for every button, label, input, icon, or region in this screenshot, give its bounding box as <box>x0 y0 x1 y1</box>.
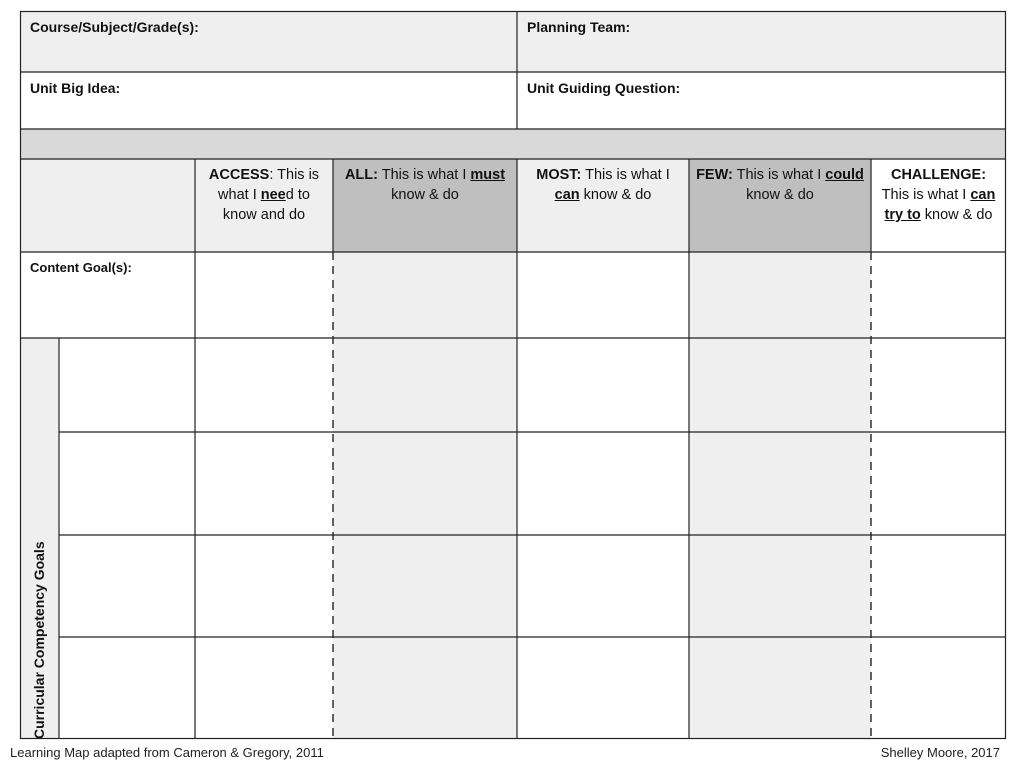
guiding-question-label: Unit Guiding Question: <box>527 80 681 96</box>
access-text-end: d to know and do <box>222 187 310 223</box>
few-emphasis: could <box>825 167 864 183</box>
most-text: This is what I <box>581 167 670 183</box>
challenge-emphasis: can try to <box>884 187 996 223</box>
most-text-end: know & do <box>579 187 652 203</box>
competency-row-1[interactable] <box>59 338 1006 432</box>
competency-row-4[interactable] <box>59 637 1006 739</box>
most-emphasis: can <box>554 187 580 203</box>
all-text: This is what I <box>377 167 471 183</box>
most-label: MOST: <box>536 167 582 183</box>
footer-credit: Learning Map adapted from Cameron & Gregory, 2011 <box>10 745 324 760</box>
few-text: This is what I <box>732 167 826 183</box>
challenge-label: CHALLENGE: <box>890 167 987 183</box>
all-label: ALL: <box>344 167 378 183</box>
content-goal-label: Content Goal(s): <box>30 260 132 275</box>
competency-row-2[interactable] <box>59 432 1006 535</box>
few-label: FEW: <box>696 167 733 183</box>
access-label: ACCESS <box>208 167 270 183</box>
few-text-end: know & do <box>746 187 814 203</box>
challenge-text-end: know & do <box>920 207 993 223</box>
planning-team-label: Planning Team: <box>527 19 631 35</box>
big-idea-label: Unit Big Idea: <box>30 80 121 96</box>
competency-label: Curricular Competency Goals <box>31 541 47 739</box>
all-emphasis: must <box>470 167 506 183</box>
access-text: : This is what I <box>218 167 320 203</box>
all-text-end: know & do <box>391 187 459 203</box>
access-emphasis: nee <box>260 187 286 203</box>
competency-row-3[interactable] <box>59 535 1006 637</box>
footer-author: Shelley Moore, 2017 <box>880 745 1000 760</box>
course-label: Course/Subject/Grade(s): <box>30 19 199 35</box>
challenge-text: This is what I <box>881 187 971 203</box>
